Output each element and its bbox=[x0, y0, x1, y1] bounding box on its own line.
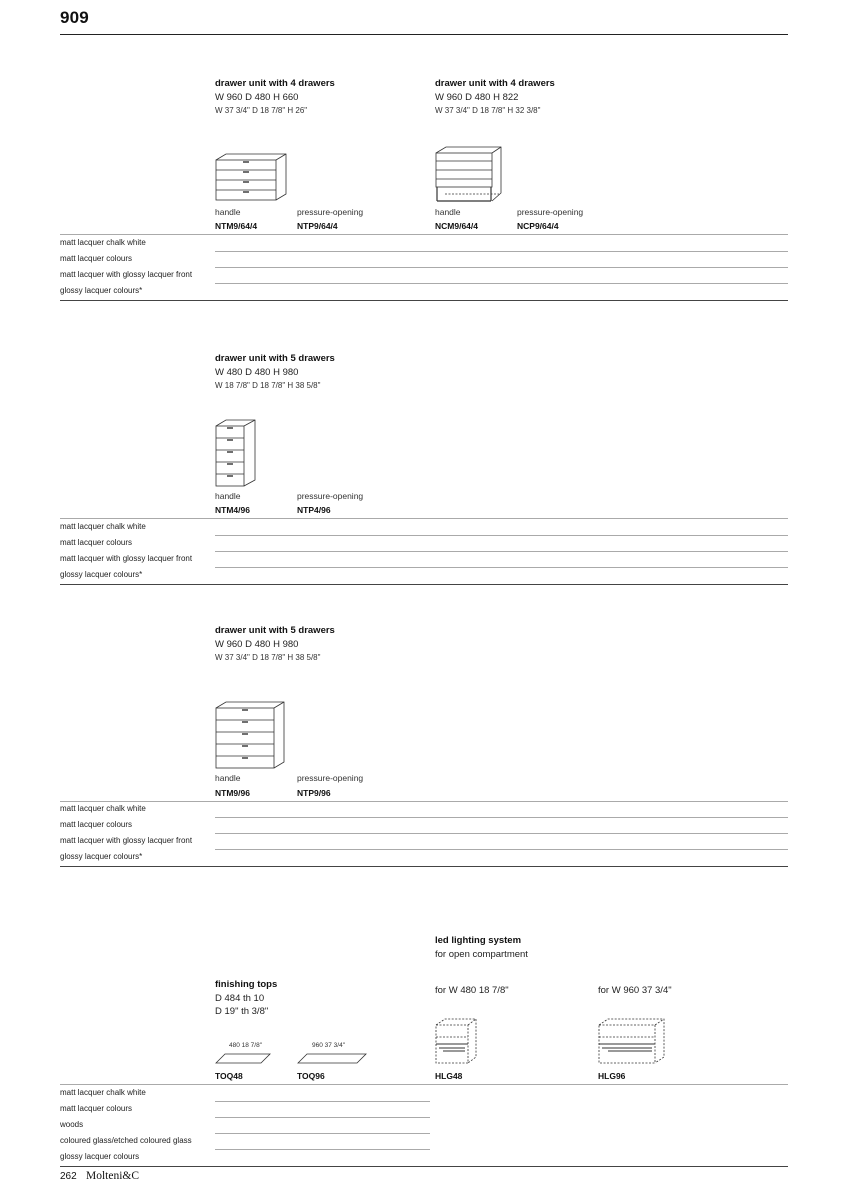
led-title: led lighting system bbox=[435, 935, 522, 946]
finish-row-label: woods bbox=[60, 1120, 84, 1129]
finish-row-label: matt lacquer colours bbox=[60, 820, 133, 829]
product-code: NTM4/96 bbox=[215, 505, 250, 515]
pressure-label: pressure-opening bbox=[297, 491, 364, 501]
table-divider bbox=[215, 1117, 430, 1118]
product-code: NTP4/96 bbox=[297, 505, 331, 515]
page-title: 909 bbox=[60, 8, 89, 27]
section-rule bbox=[60, 1166, 788, 1167]
drawer-unit-5-wide-drawing bbox=[215, 700, 287, 770]
product-code: NTM9/96 bbox=[215, 788, 250, 798]
led-subtitle: for open compartment bbox=[435, 949, 528, 960]
top-48-drawing bbox=[215, 1051, 271, 1065]
led-size-960: for W 960 37 3/4" bbox=[598, 985, 672, 996]
table-divider bbox=[215, 283, 788, 284]
product-code: NTP9/96 bbox=[297, 788, 331, 798]
tops-title: finishing tops bbox=[215, 979, 278, 990]
product-title: drawer unit with 5 drawers bbox=[215, 625, 335, 636]
dims-in: W 18 7/8" D 18 7/8" H 38 5/8" bbox=[215, 381, 321, 390]
finish-row-label: matt lacquer chalk white bbox=[60, 1088, 146, 1097]
product-code: HLG48 bbox=[435, 1071, 463, 1081]
top48-dim: 480 18 7/8" bbox=[229, 1042, 263, 1049]
section-rule bbox=[60, 300, 788, 301]
product-code: NTM9/64/4 bbox=[215, 221, 258, 231]
dims-mm: W 960 D 480 H 980 bbox=[215, 639, 299, 650]
led-size-480: for W 480 18 7/8" bbox=[435, 985, 509, 996]
finish-row-label: matt lacquer with glossy lacquer front bbox=[60, 836, 193, 845]
finish-row-label: glossy lacquer colours* bbox=[60, 852, 143, 861]
table-divider bbox=[60, 1084, 788, 1085]
product-code: TOQ96 bbox=[297, 1071, 325, 1081]
dims-mm: W 960 D 480 H 660 bbox=[215, 92, 299, 103]
table-divider bbox=[215, 251, 788, 252]
table-divider bbox=[60, 518, 788, 519]
dims-in: W 37 3/4" D 18 7/8" H 38 5/8" bbox=[215, 653, 321, 662]
brand-logo: Molteni&C bbox=[86, 1170, 140, 1182]
table-divider bbox=[215, 1133, 430, 1134]
dims-in: W 37 3/4" D 18 7/8" H 26" bbox=[215, 106, 308, 115]
tops-dims-in: D 19" th 3/8" bbox=[215, 1006, 269, 1017]
table-divider bbox=[60, 801, 788, 802]
handle-label: handle bbox=[215, 207, 241, 217]
table-divider bbox=[215, 535, 788, 536]
finish-row-label: glossy lacquer colours* bbox=[60, 570, 143, 579]
led-480-drawing bbox=[435, 1017, 479, 1065]
section-rule bbox=[60, 584, 788, 585]
finish-row-label: matt lacquer chalk white bbox=[60, 804, 146, 813]
table-divider bbox=[215, 1149, 430, 1150]
product-title: drawer unit with 5 drawers bbox=[215, 353, 335, 364]
drawer-unit-5-narrow-drawing bbox=[215, 418, 259, 488]
product-title: drawer unit with 4 drawers bbox=[435, 78, 555, 89]
dims-in: W 37 3/4" D 18 7/8" H 32 3/8" bbox=[435, 106, 541, 115]
finish-row-label: matt lacquer colours bbox=[60, 538, 133, 547]
tops-dims-mm: D 484 th 10 bbox=[215, 993, 265, 1004]
dims-mm: W 480 D 480 H 980 bbox=[215, 367, 299, 378]
led-960-drawing bbox=[598, 1017, 668, 1065]
header-rule bbox=[60, 34, 788, 35]
finish-row-label: matt lacquer chalk white bbox=[60, 238, 146, 247]
pressure-label: pressure-opening bbox=[297, 773, 364, 783]
finish-row-label: matt lacquer with glossy lacquer front bbox=[60, 554, 193, 563]
table-divider bbox=[215, 551, 788, 552]
drawer-unit-4-frame-drawing bbox=[435, 145, 503, 203]
table-divider bbox=[215, 267, 788, 268]
pressure-label: pressure-opening bbox=[297, 207, 364, 217]
table-divider bbox=[215, 567, 788, 568]
top-96-drawing bbox=[297, 1051, 367, 1065]
finish-row-label: coloured glass/etched coloured glass bbox=[60, 1136, 192, 1145]
handle-label: handle bbox=[215, 491, 241, 501]
product-code: NTP9/64/4 bbox=[297, 221, 338, 231]
drawer-unit-4-low-drawing bbox=[215, 152, 287, 202]
top96-dim: 960 37 3/4" bbox=[312, 1042, 346, 1049]
table-divider bbox=[215, 1101, 430, 1102]
finish-row-label: matt lacquer chalk white bbox=[60, 522, 146, 531]
finish-row-label: matt lacquer with glossy lacquer front bbox=[60, 270, 193, 279]
page-number: 262 bbox=[60, 1171, 77, 1182]
table-divider bbox=[215, 817, 788, 818]
finish-row-label: matt lacquer colours bbox=[60, 1104, 133, 1113]
dims-mm: W 960 D 480 H 822 bbox=[435, 92, 519, 103]
product-code: TOQ48 bbox=[215, 1071, 243, 1081]
finish-row-label: matt lacquer colours bbox=[60, 254, 133, 263]
finish-row-label: glossy lacquer colours bbox=[60, 1152, 140, 1161]
product-code: NCP9/64/4 bbox=[517, 221, 559, 231]
product-code: NCM9/64/4 bbox=[435, 221, 478, 231]
table-divider bbox=[215, 849, 788, 850]
table-divider bbox=[60, 234, 788, 235]
finish-row-label: glossy lacquer colours* bbox=[60, 286, 143, 295]
product-code: HLG96 bbox=[598, 1071, 626, 1081]
table-divider bbox=[215, 833, 788, 834]
pressure-label: pressure-opening bbox=[517, 207, 584, 217]
product-title: drawer unit with 4 drawers bbox=[215, 78, 335, 89]
handle-label: handle bbox=[215, 773, 241, 783]
section-rule bbox=[60, 866, 788, 867]
handle-label: handle bbox=[435, 207, 461, 217]
